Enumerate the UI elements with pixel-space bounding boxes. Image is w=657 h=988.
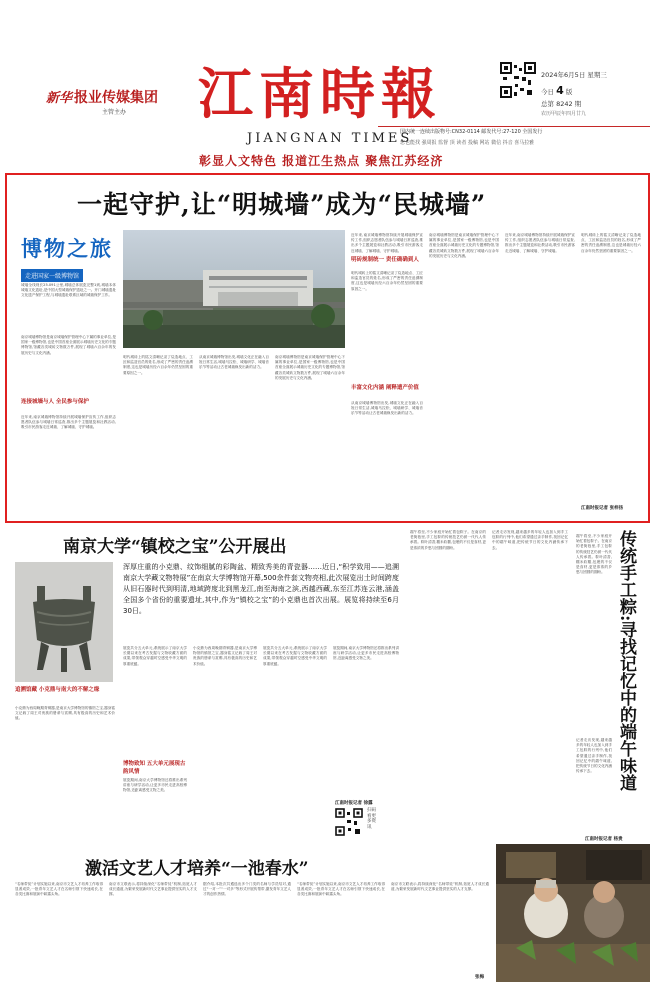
issue-date: 2024年6月5日 星期三 [541,71,607,79]
museum-col6: 展览期间,南京大学博物馆还将推出系列讲座与研学活动,让更多市民走进高校博物馆,近距离感受文物之美。 [333,646,399,661]
series-title: 博物之旅 [21,236,113,261]
lead-col3: 明代城砖上的铭文清晰记录了烧造地点、工匠和监造官员的姓名,形成了严密的责任追溯制度,这也是城墙历经六百余年仍然坚固的重要原因之一。 [123,355,193,375]
group-name: 报业传媒集团 [74,90,158,106]
bronze-ding-photo [15,562,113,682]
craft-headline: 传统手工粽:寻找记忆中的端午味道 [616,530,636,792]
masthead-slogan: 彰显人文特色 报道江生热点 聚焦江苏经济 [199,154,444,168]
museum-col4: 小克鼎为西周晚期青铜器,是南京大学博物馆的镇馆之宝,器身铭文记载了周王对贵族的册命与赏赐,具有极高的历史和艺术价值。 [193,646,257,666]
newspaper-title: 江南時報 [198,61,443,126]
contact-line: 您也能找 强周报 监督 顶 读者 投稿 网站 微信 抖音 喜马拉雅 [400,140,535,146]
lead-kicker-1: 连接城墙与人 全民参与保护 [21,399,89,405]
lead-col9: 南京城墙博物馆是南京城墙保护管理中心下属的事业单位,是国家一级博物馆,也是中国首座全面展示城墙历史文化的专题博物馆,馆藏各类城砖文物数万件,展现了城墙六百余年的发展历史与文化内涵。 [429,233,499,258]
lead-col11: 明代城砖上的铭文清晰记录了烧造地点、工匠和监造官员的姓名,形成了严密的责任追溯制度,这也是城墙历经六百余年仍然坚固的重要原因之一。 [581,233,641,253]
zongzi-photo [496,844,650,982]
lead-col6: 近年来,南京城墙博物馆持续开展城墙保护宣传工作,组织志愿者队伍参与城墙日常巡查,推出多个主题展览和社教活动,吸引市民游客走近城墙、了解城墙、守护城墙。 [351,233,423,253]
masthead-qr-code [500,62,536,98]
publication-code: 国内统一连续出版物号:CN32-0114 邮发代号:27-120 全国发行 [400,129,543,135]
middle-col2: 记者走访发现,越来越多的年轻人也加入到手工包粽的行列中,他们希望通过亲手制作,找回记忆中的端午味道,把传统节日的文化内涵传承下去。 [492,530,568,550]
museum-qr-code[interactable] [335,808,363,836]
lead-kicker-2: 明砖规制统一 责任确确到人 [351,257,419,263]
newspaper-pinyin: JIANGNAN TIMES [247,131,413,146]
lead-story [5,173,650,523]
museum-col1: 小克鼎为西周晚期青铜器,是南京大学博物馆的镇馆之宝,器身铭文记载了周王对贵族的册命与赏赐,具有极高的历史和艺术价值。 [15,706,115,721]
museum-lead-text: 浑厚庄重的小克鼎、纹饰细腻的彩陶盆、精致秀美的青瓷器……近日,“积学致用——追溯南京大学藏文物特展”在南京大学博物馆开幕,500余件套文物亮相,此次展览出土时间跨度从旧石器时代到明清,地域跨度北到黑龙江,南至海南之滨,西越西藏,东至江苏连云港,涵盖全国多个省份的重要遗址,其中,作为“镇校之宝”的小克鼎也首次出展。展览将持续至6月30日。 [123,563,399,615]
museum-byline: 江南时报记者 徐露 [335,801,373,806]
museum-qr-label: 扫码看更多资讯 [367,808,376,830]
lead-kicker-3: 丰富文化内涵 阐释遗产价值 [351,385,419,391]
lead-byline: 江南时报记者 张梓扬 [581,506,624,511]
sponsor-label: 主管主办 [102,109,127,116]
series-subtitle: 走进国家一级博物馆 [21,269,83,282]
craft-col1: 端午将至,不少家庭开始忙着包粽子。在南京的老街巷里,手工包粽的传统技艺仍被一代代人传承着。粽叶清香,糯米软糯,包裹的不仅是食材,更是浓浓的乡愁与团圆的期盼。 [576,534,612,575]
issue-number: 总第 8242 期 [541,100,582,108]
brand-logo-text: 新华 [46,91,73,106]
masthead [0,0,657,175]
arts-col5: 南京市文联表示,将持续深化“名师带徒”机制,拓宽人才成长通道,为繁荣发展新时代文艺事业提供坚实的人才支撑。 [391,882,489,892]
middle-col1: 端午将至,不少家庭开始忙着包粽子。在南京的老街巷里,手工包粽的传统技艺仍被一代代人传承着。粽叶清香,糯米软糯,包裹的不仅是食材,更是浓浓的乡愁与团圆的期盼。 [410,530,486,550]
museum-story [5,528,405,848]
museum-headline: 南京大学“镇校之宝”公开展出 [63,537,287,557]
photo-caption: 追溯馆藏 小克鼎与南大的不解之缘 [15,687,100,693]
craft-byline: 江南时报记者 杨贵 [585,837,623,842]
lead-headline: 一起守护,让“明城墙”成为“民城墙” [77,190,487,219]
group-logo [46,85,186,121]
museum-building-photo [123,230,345,348]
lead-col2: 近年来,南京城墙博物馆持续开展城墙保护宣传工作,组织志愿者队伍参与城墙日常巡查,推出多个主题展览和社教活动,吸引市民游客走近城墙、了解城墙、守护城墙。 [21,415,116,430]
arts-byline: 张梅 [475,975,484,980]
lead-col8: 从南京城墙博物馆出发,城墙文化正在融入百姓日常生活,城墙马拉松、城墙研学、城墙音乐节等活动让古老城墙焕发出新的活力。 [351,401,423,416]
museum-col3: 展览期间,南京大学博物馆还将推出系列讲座与研学活动,让更多市民走进高校博物馆,近距离感受文物之美。 [123,778,187,793]
museum-col2: 展览共分五大单元,系统展示了南京大学长期以来在考古发掘与文物收藏方面的成果,带领观众穿越时空感受中华文明的厚重底蕴。 [123,646,187,666]
issue-pages: 今日 4 版 [541,84,573,97]
arts-story [5,848,493,984]
lead-col7: 明代城砖上的铭文清晰记录了烧造地点、工匠和监造官员的姓名,形成了严密的责任追溯制度,这也是城墙历经六百余年仍然坚固的重要原因之一。 [351,271,423,291]
lunar-date: 农历甲辰年四月廿九 [541,111,587,117]
craft-col2: 记者走访发现,越来越多的年轻人也加入到手工包粽的行列中,他们希望通过亲手制作,找回记忆中的端午味道,把传统节日的文化内涵传承下去。 [576,738,612,774]
arts-col4: “名师带徒”计划实施以来,南京市文艺人才培养工作取得显著成效,一批青年文艺人才在名师引领下快速成长,在各类比赛和展演中崭露头角。 [297,882,385,897]
lead-col4: 从南京城墙博物馆出发,城墙文化正在融入百姓日常生活,城墙马拉松、城墙研学、城墙音乐节等活动让古老城墙焕发出新的活力。 [199,355,269,370]
pages-number: 4 [556,84,564,97]
arts-col1: “名师带徒”计划实施以来,南京市文艺人才培养工作取得显著成效,一批青年文艺人才在名师引领下快速成长,在各类比赛和展演中崭露头角。 [15,882,103,897]
lead-col1: 南京城墙博物馆是南京城墙保护管理中心下属的事业单位,是国家一级博物馆,也是中国首座全面展示城墙历史文化的专题博物馆,馆藏各类城砖文物数万件,展现了城墙六百余年的发展历史与文化内涵。 [21,335,116,355]
museum-kicker: 博物致知 五大单元展现古韵风情 [123,761,186,775]
arts-col2: 南京市文联表示,将持续深化“名师带徒”机制,拓宽人才成长通道,为繁荣发展新时代文艺事业提供坚实的人才支撑。 [109,882,197,897]
lead-intro: 城墙全线现长25.091公里,城墙总体展览完整1到,城墙本体城墙文化遗址,是中国大型城墙保护遗址之一。开门城墙遗址文化遗产保护工程,与城墙遗址联系区域的城墙保护工作。 [21,283,116,298]
arts-headline: 激活文艺人才培养“一池春水” [85,859,309,879]
date-block [541,70,651,110]
museum-col5: 展览共分五大单元,系统展示了南京大学长期以来在考古发掘与文物收藏方面的成果,带领观众穿越时空感受中华文明的厚重底蕴。 [263,646,327,666]
lead-col5: 南京城墙博物馆是南京城墙保护管理中心下属的事业单位,是国家一级博物馆,也是中国首座全面展示城墙历史文化的专题博物馆,馆藏各类城砖文物数万件,展现了城墙六百余年的发展历史与文化内涵。 [275,355,345,380]
lead-col10: 近年来,南京城墙博物馆持续开展城墙保护宣传工作,组织志愿者队伍参与城墙日常巡查,推出多个主题展览和社教活动,吸引市民游客走近城墙、了解城墙、守护城墙。 [505,233,575,253]
arts-col3: 据介绍,本批次共遴选出多个门类的名师与学员结对,通过“一对一”“一对多”等形式开展传帮带,激发青年文艺人才的创作热情。 [203,882,291,897]
series-badge [21,233,121,281]
masthead-rule [378,126,650,127]
